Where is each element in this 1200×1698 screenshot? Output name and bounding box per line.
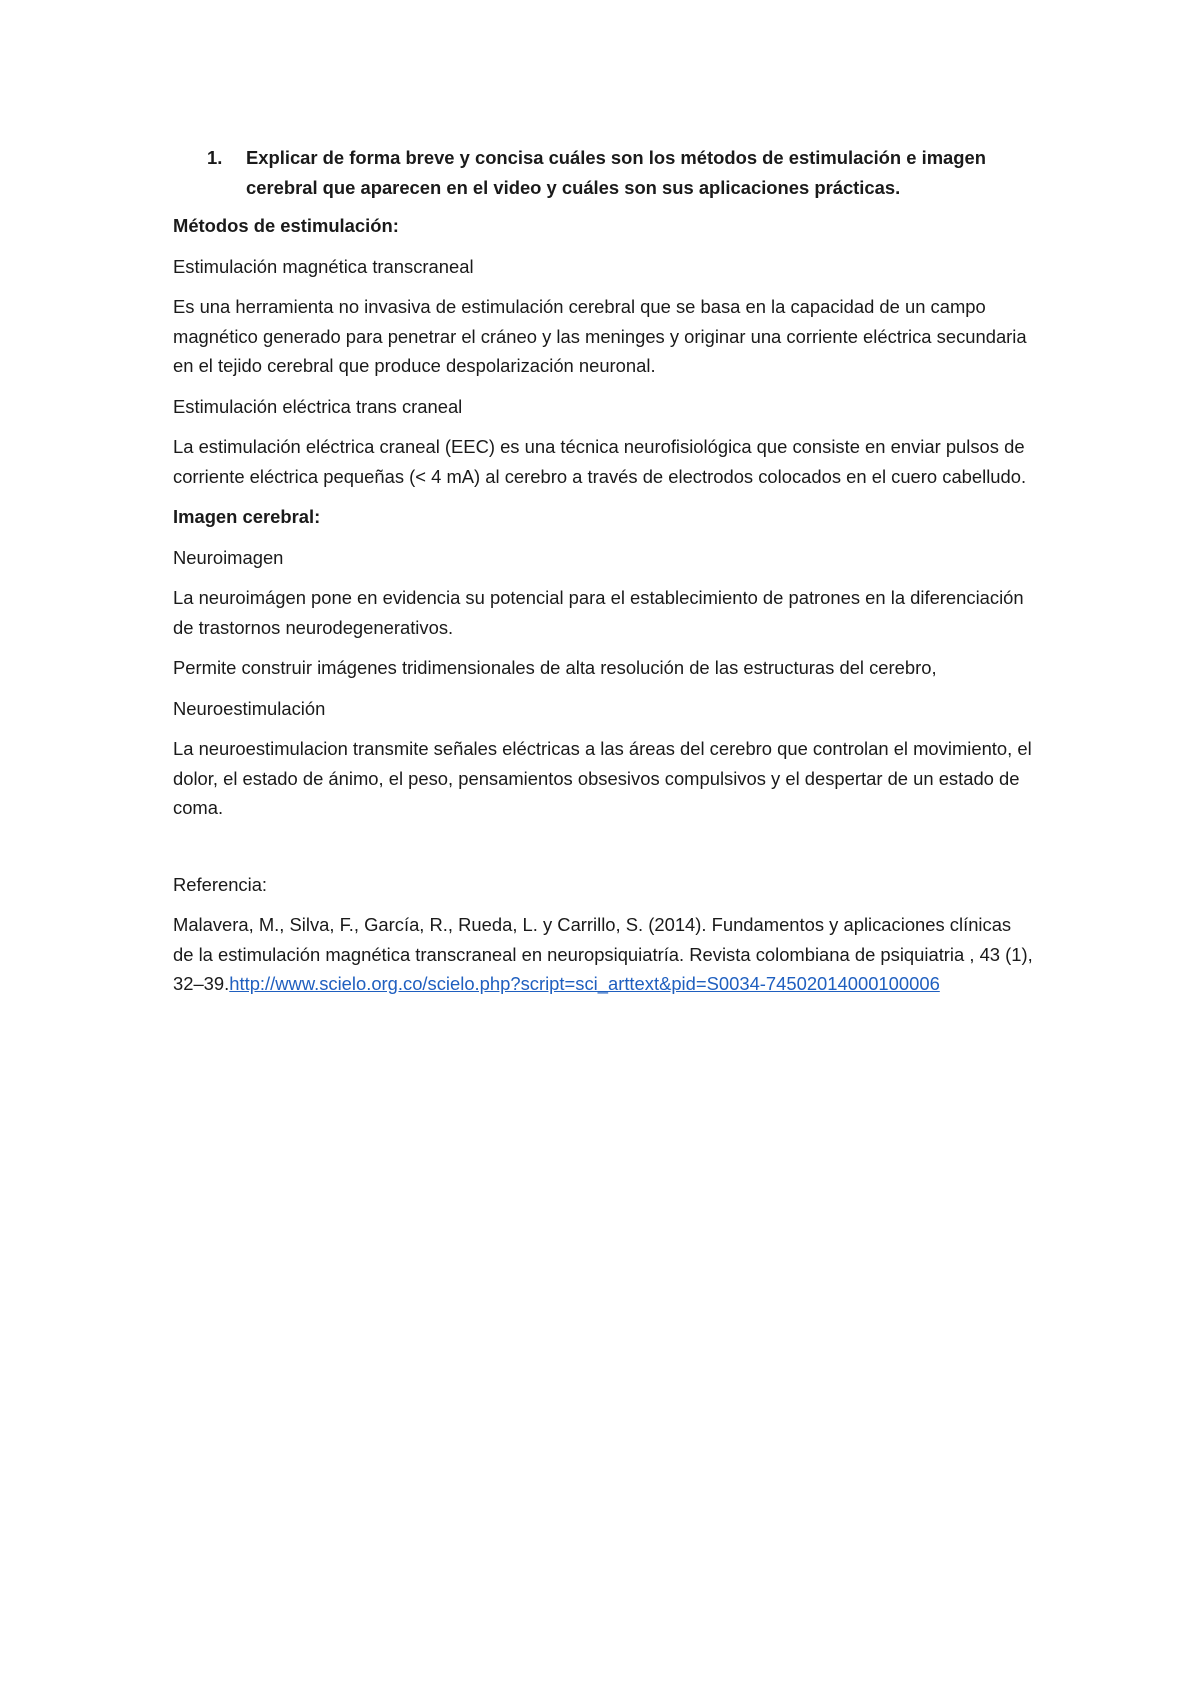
neurostim-title: Neuroestimulación	[173, 697, 326, 719]
blank-line	[173, 834, 1033, 870]
neuroimaging-title: Neuroimagen	[173, 546, 284, 568]
neuroimaging-paragraph-2: Permite construir imágenes tridimensionales de alta resolución de las estructuras del cerebro,	[173, 657, 937, 678]
tes-paragraph: La estimulación eléctrica craneal (EEC) es una técnica neurofisiológica que consiste en enviar pulsos de corriente eléctrica pequeñas (< 4 mA) al cerebro a través de electrodos colocados en el cuero cabelludo.	[173, 436, 1027, 487]
tes-title: Estimulación eléctrica trans craneal	[173, 395, 463, 417]
reference-heading: Referencia:	[173, 873, 268, 895]
reference-entry	[173, 910, 1033, 999]
neurostim-paragraph: La neuroestimulacion transmite señales eléctricas a las áreas del cerebro que controlan el movimiento, el dolor, el estado de ánimo, el peso, pensamientos obsesivos compulsivos y el despertar de un estado de coma.	[173, 738, 1032, 818]
tms-paragraph: Es una herramienta no invasiva de estimulación cerebral que se basa en la capacidad de un campo magnético generado para penetrar el cráneo y las meninges y originar una corriente eléctrica secundaria en el tejido cerebral que produce despolarización neuronal.	[173, 296, 1027, 376]
imaging-heading: Imagen cerebral:	[173, 506, 321, 527]
question-item	[173, 143, 1033, 202]
reference-citation: Malavera, M., Silva, F., García, R., Rueda, L. y Carrillo, S. (2014). Fundamentos y aplicaciones clínicas de la estimulación magnética transcraneal en neuropsiquiatría. Revista colombiana de psiquiatria , 43 (1), 32–39.	[173, 914, 1033, 994]
question-text: Explicar de forma breve y concisa cuáles son los métodos de estimulación e imagen cerebral que aparecen en el video y cuáles son sus aplicaciones prácticas.	[246, 147, 986, 198]
neuroimaging-paragraph: La neuroimágen pone en evidencia su potencial para el establecimiento de patrones en la diferenciación de trastornos neurodegenerativos.	[173, 587, 1024, 638]
document-body	[173, 143, 1033, 1010]
stimulation-heading: Métodos de estimulación:	[173, 215, 399, 236]
reference-link[interactable]: http://www.scielo.org.co/scielo.php?script=sci_arttext&pid=S0034-74502014000100006	[229, 973, 940, 994]
tms-title: Estimulación magnética transcraneal	[173, 255, 474, 277]
question-number: 1.	[207, 147, 223, 168]
